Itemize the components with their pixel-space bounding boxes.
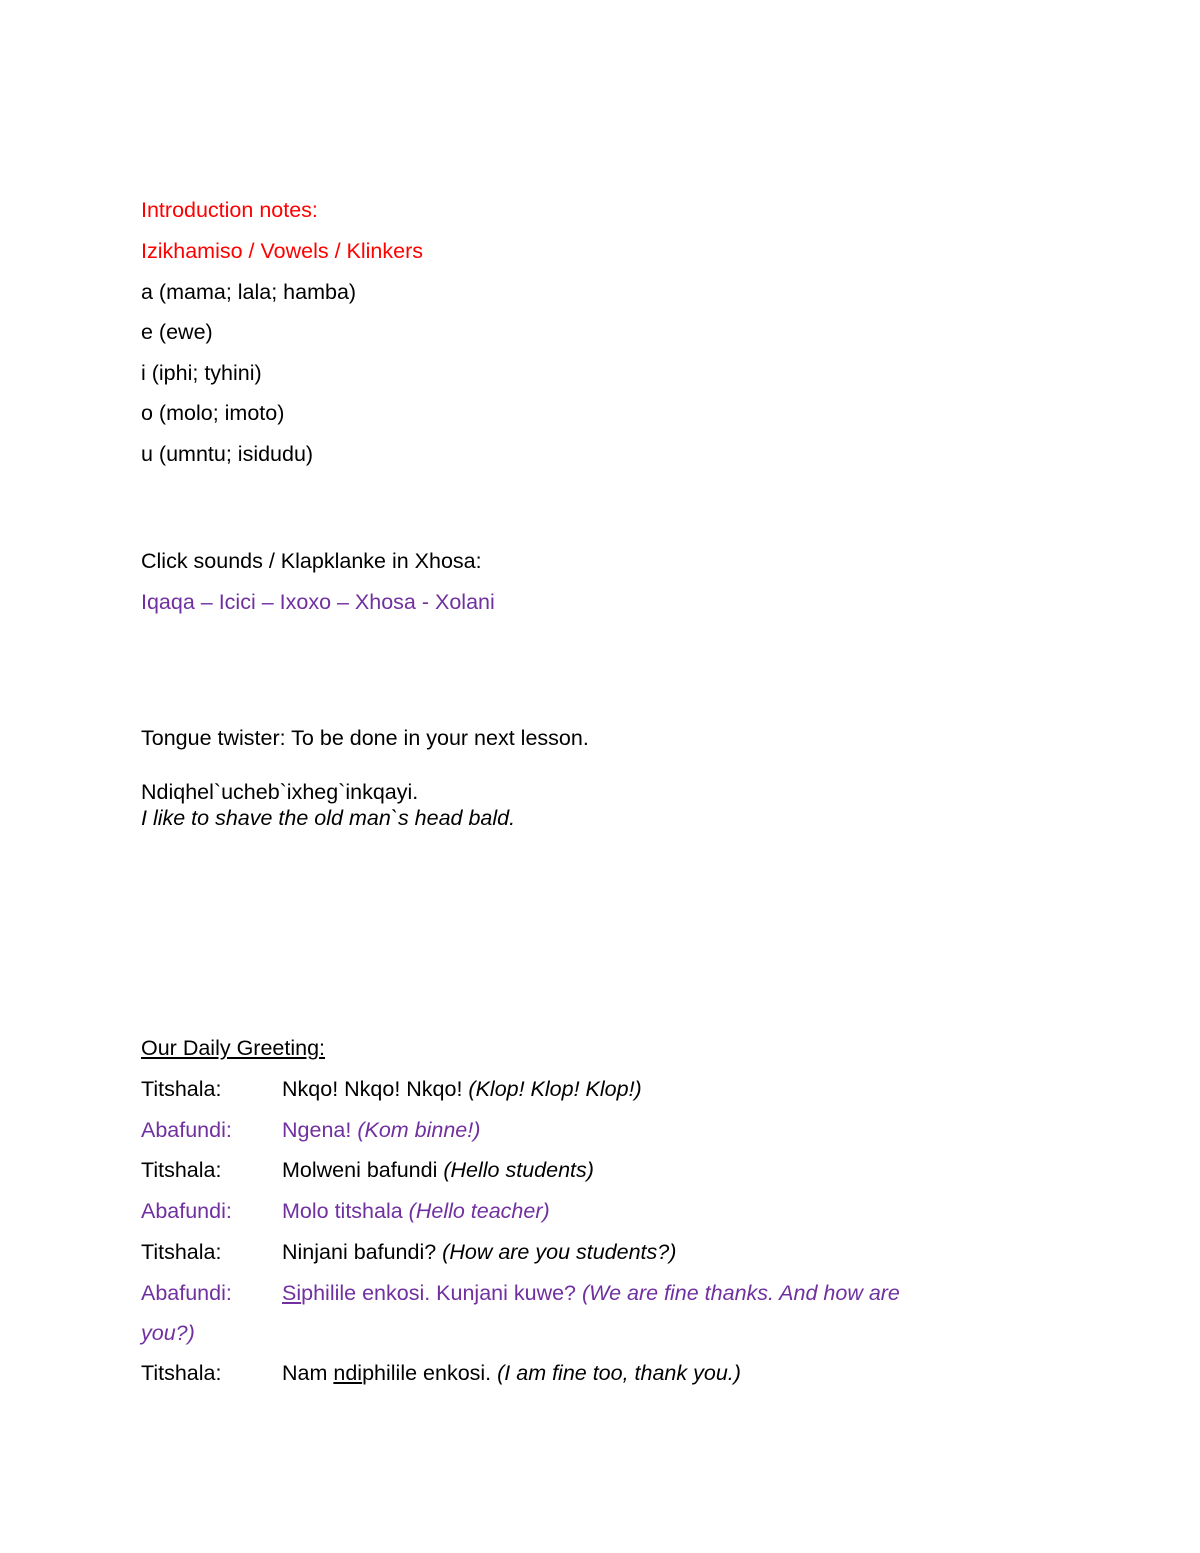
intro-title: Introduction notes: xyxy=(141,198,318,222)
vowel-u: u (umntu; isidudu) xyxy=(141,442,314,466)
greeting-line xyxy=(141,1076,642,1102)
speaker-label: Titshala: xyxy=(141,1158,222,1182)
vowel-o: o (molo; imoto) xyxy=(141,401,285,425)
greeting-text: Ninjani bafundi? xyxy=(282,1240,443,1264)
speaker-label: Titshala: xyxy=(141,1077,222,1101)
greeting-translation: (Klop! Klop! Klop!) xyxy=(468,1077,642,1101)
greeting-line xyxy=(141,1117,480,1143)
greeting-text-underlined: Si xyxy=(282,1281,302,1305)
twister-translation: I like to shave the old man`s head bald. xyxy=(141,806,516,830)
vowel-i: i (iphi; tyhini) xyxy=(141,361,262,385)
twister-heading: Tongue twister: To be done in your next lesson. xyxy=(141,726,589,750)
greeting-translation: (Hello teacher) xyxy=(408,1199,550,1223)
speaker-label: Titshala: xyxy=(141,1240,222,1264)
twister-phrase: Ndiqhel`ucheb`ixheg`inkqayi. xyxy=(141,780,419,804)
greeting-translation: (I am fine too, thank you.) xyxy=(497,1361,741,1385)
greeting-text: philile enkosi. xyxy=(362,1361,498,1385)
speaker-label: Abafundi: xyxy=(141,1199,232,1223)
greeting-line xyxy=(141,1157,594,1183)
vowels-heading: Izikhamiso / Vowels / Klinkers xyxy=(141,239,423,263)
clicks-heading: Click sounds / Klapklanke in Xhosa: xyxy=(141,549,482,573)
greeting-translation: (Kom binne!) xyxy=(357,1118,481,1142)
greeting-text: Molweni bafundi xyxy=(282,1158,444,1182)
speaker-label: Abafundi: xyxy=(141,1281,232,1305)
greeting-translation: (How are you students?) xyxy=(442,1240,677,1264)
greeting-text-pre: Nam xyxy=(282,1361,334,1385)
greeting-text: Ngena! xyxy=(282,1118,358,1142)
greeting-text: philile enkosi. Kunjani kuwe? xyxy=(301,1281,582,1305)
greeting-line xyxy=(141,1360,741,1386)
greeting-line xyxy=(141,1198,550,1224)
speaker-label: Abafundi: xyxy=(141,1118,232,1142)
greeting-translation-continued: you?) xyxy=(141,1321,195,1345)
clicks-examples: Iqaqa – Icici – Ixoxo – Xhosa - Xolani xyxy=(141,590,495,614)
greeting-heading: Our Daily Greeting: xyxy=(141,1036,326,1060)
greeting-text: Molo titshala xyxy=(282,1199,409,1223)
greeting-translation: (We are fine thanks. And how are xyxy=(582,1281,900,1305)
greeting-line xyxy=(141,1280,900,1306)
greeting-text: Nkqo! Nkqo! Nkqo! xyxy=(282,1077,469,1101)
vowel-e: e (ewe) xyxy=(141,320,213,344)
vowel-a: a (mama; lala; hamba) xyxy=(141,280,357,304)
greeting-line xyxy=(141,1239,676,1265)
greeting-text-underlined: ndi xyxy=(333,1361,363,1385)
greeting-translation: (Hello students) xyxy=(443,1158,594,1182)
speaker-label: Titshala: xyxy=(141,1361,222,1385)
